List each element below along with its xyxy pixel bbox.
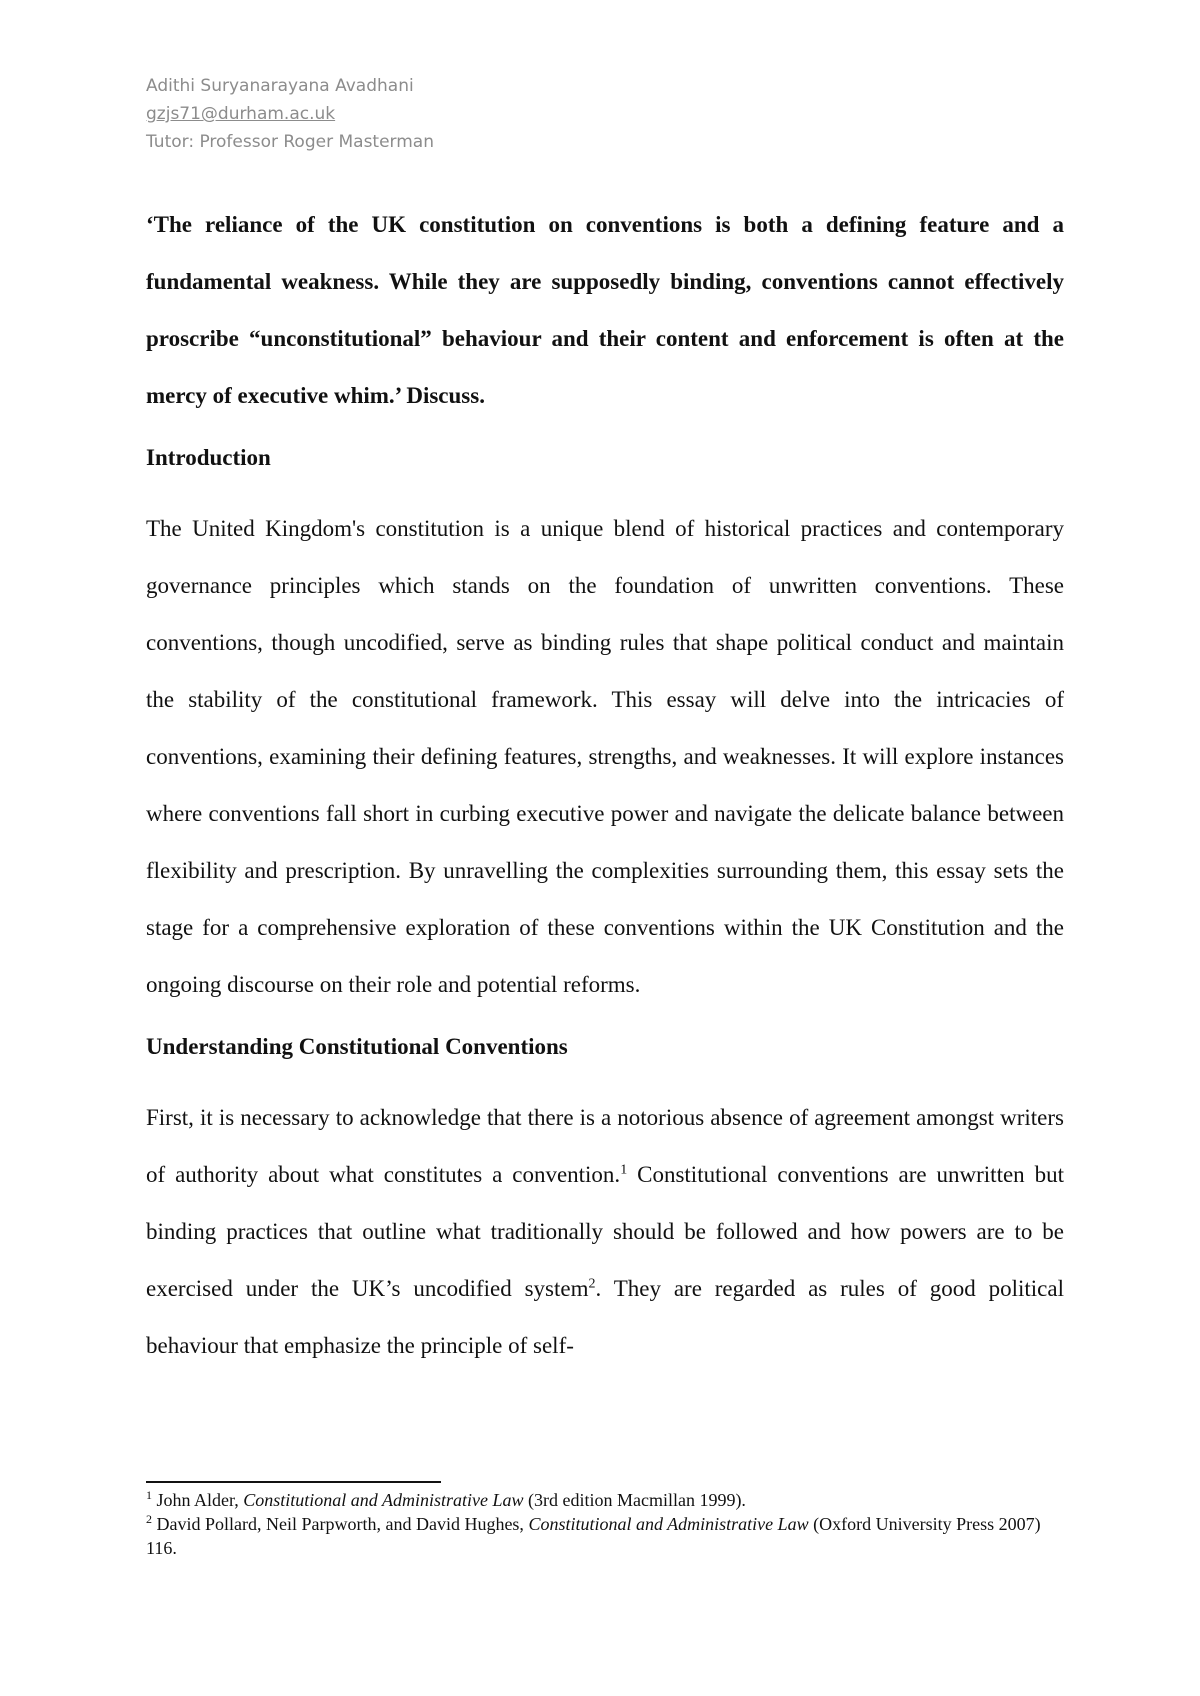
footnote-separator	[146, 1481, 441, 1483]
footnotes	[146, 1488, 1064, 1560]
introduction-heading: Introduction	[146, 445, 271, 470]
understanding-text-part1: First, it is necessary to acknowledge that there is a notorious absence of agreement amongst writers of authority about what constitutes a convention.	[146, 1105, 1064, 1187]
footnote-2-author: David Pollard, Neil Parpworth, and David Hughes,	[152, 1514, 529, 1534]
understanding-paragraph	[146, 1089, 1064, 1374]
footnote-2-publication: (Oxford University Press 2007) 116.	[146, 1514, 1041, 1558]
footnote-1-author: John Alder,	[152, 1490, 244, 1510]
footnote-1	[146, 1488, 1064, 1512]
footnote-1-number: 1	[146, 1488, 152, 1502]
introduction-paragraph: The United Kingdom's constitution is a unique blend of historical practices and contemporary governance principles which stands on the foundation of unwritten conventions. These conventions, though uncodified, serve as binding rules that shape political conduct and maintain the stability of the constitutional framework. This essay will delve into the intricacies of conventions, examining their defining features, strengths, and weaknesses. It will explore instances where conventions fall short in curbing executive power and navigate the delicate balance between flexibility and prescription. By unravelling the complexities surrounding them, this essay sets the stage for a comprehensive exploration of these conventions within the UK Constitution and the ongoing discourse on their role and potential reforms.	[146, 516, 1064, 997]
footnote-1-book-title: Constitutional and Administrative Law	[243, 1490, 524, 1510]
footnote-ref-2[interactable]: 2	[588, 1276, 596, 1292]
author-name: Adithi Suryanarayana Avadhani	[146, 76, 414, 96]
footnote-2-book-title: Constitutional and Administrative Law	[528, 1514, 809, 1534]
author-header	[146, 72, 434, 156]
essay-title: ‘The reliance of the UK constitution on conventions is both a defining feature and a fundamental weakness. While they are supposedly binding, conventions cannot effectively proscribe “unconstitutional” behaviour and their content and enforcement is often at the mercy of executive whim.’ Discuss.	[146, 212, 1064, 408]
understanding-text-part3: . They are regarded as rules of good political behaviour that emphasize the principle of self-	[146, 1276, 1064, 1358]
footnote-2-number: 2	[146, 1512, 152, 1526]
author-email-link[interactable]: gzjs71@durham.ac.uk	[146, 104, 336, 124]
footnote-ref-1[interactable]: 1	[620, 1162, 628, 1178]
essay-body	[146, 196, 1064, 1392]
footnote-1-publication: (3rd edition Macmillan 1999).	[523, 1490, 746, 1510]
footnote-2	[146, 1512, 1064, 1560]
understanding-text-part2: Constitutional conventions are unwritten but binding practices that outline what traditionally should be followed and how powers are to be exercised under the UK’s uncodified system	[146, 1162, 1064, 1301]
tutor-line: Tutor: Professor Roger Masterman	[146, 132, 434, 152]
understanding-heading: Understanding Constitutional Conventions	[146, 1034, 568, 1059]
